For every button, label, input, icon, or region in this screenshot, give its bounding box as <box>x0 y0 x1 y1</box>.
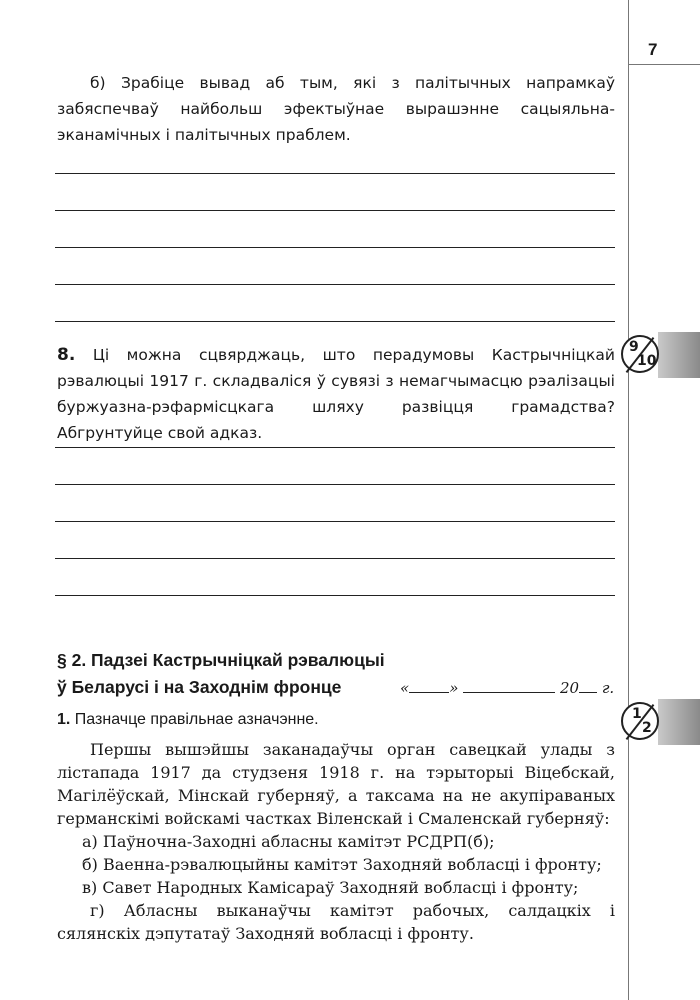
answer-line[interactable] <box>55 210 615 211</box>
answer-line[interactable] <box>55 521 615 522</box>
question-8-number: 8. <box>57 345 76 365</box>
question-7b-text: Зрабіце вывад аб тым, які з палітычных напрамкаў забяспечваў найбольш эфектыўнае вырашэнне сацыяльна-эканамічных і палітычных праблем. <box>57 74 615 144</box>
score-badge-top: 1 <box>632 706 642 722</box>
answer-line[interactable] <box>55 595 615 596</box>
score-badge <box>621 702 659 740</box>
question-8 <box>57 342 615 446</box>
answer-line[interactable] <box>55 447 615 448</box>
option-a[interactable]: а) Паўночна-Заходні абласны камітэт РСДРП(б); <box>82 832 495 851</box>
side-tab <box>658 332 700 378</box>
answer-line[interactable] <box>55 173 615 174</box>
section-title-line1: § 2. Падзеі Кастрычніцкай рэвалюцыі <box>57 650 385 670</box>
date-year-blank[interactable] <box>579 692 597 693</box>
option-b[interactable]: б) Ваенна-рэвалюцыйны камітэт Заходняй вобласці і фронту; <box>82 855 602 874</box>
question-8-text: Ці можна сцвярджаць, што перадумовы Кастрычніцкай рэвалюцыі 1917 г. складваліся ў сувязі з немагчымасцю рэалізацыі буржуазна-рэфармісцкага шляху развіцця грамадства? Абгрунтуйце свой адказ. <box>57 346 615 442</box>
date-close-quote: » <box>449 679 459 697</box>
option-d[interactable]: г) Абласны выканаўчы камітэт рабочых, салдацкіх і сялянскіх дэпутатаў Заходняй вобласці і фронту. <box>57 901 615 943</box>
option-c[interactable]: в) Савет Народных Камісараў Заходняй вобласці і фронту; <box>82 878 579 897</box>
task-1-number: 1. <box>57 711 71 728</box>
task-1-instruction: Пазначце правільнае азначэнне. <box>74 711 319 728</box>
date-month-blank[interactable] <box>463 692 555 693</box>
date-open-quote: « <box>400 679 410 697</box>
answer-line[interactable] <box>55 321 615 322</box>
side-tab <box>658 699 700 745</box>
margin-header-rule <box>628 64 700 65</box>
date-day-blank[interactable] <box>409 692 449 693</box>
score-badge <box>621 335 659 373</box>
task-1-body <box>57 738 615 945</box>
score-badge-top: 9 <box>629 339 639 355</box>
answer-line[interactable] <box>55 284 615 285</box>
task-1-instruction-row <box>57 711 319 729</box>
task-1-text: Першы вышэйшы заканадаўчы орган савецкай улады з лістапада 1917 да студзеня 1918 г. на тэрыторыі Віцебскай, Магілёўскай, Мінскай губерняў, а таксама на не акупіраваных германскімі войскамі частках Віленскай і Смаленскай губерняў: <box>57 740 615 828</box>
page-number: 7 <box>648 40 658 59</box>
score-badge-bottom: 10 <box>637 353 657 369</box>
date-year-prefix: 20 <box>559 679 580 697</box>
date-year-suffix: г. <box>601 679 615 697</box>
answer-line[interactable] <box>55 247 615 248</box>
question-7b-label: б) <box>90 74 106 92</box>
question-7b <box>57 70 615 148</box>
score-badge-bottom: 2 <box>642 720 652 736</box>
margin-vertical-rule <box>628 0 629 1000</box>
section-title-line2: ў Беларусі і на Заходнім фронце <box>57 677 342 697</box>
answer-line[interactable] <box>55 558 615 559</box>
section-title <box>57 647 385 701</box>
date-field[interactable] <box>400 679 614 697</box>
answer-line[interactable] <box>55 484 615 485</box>
